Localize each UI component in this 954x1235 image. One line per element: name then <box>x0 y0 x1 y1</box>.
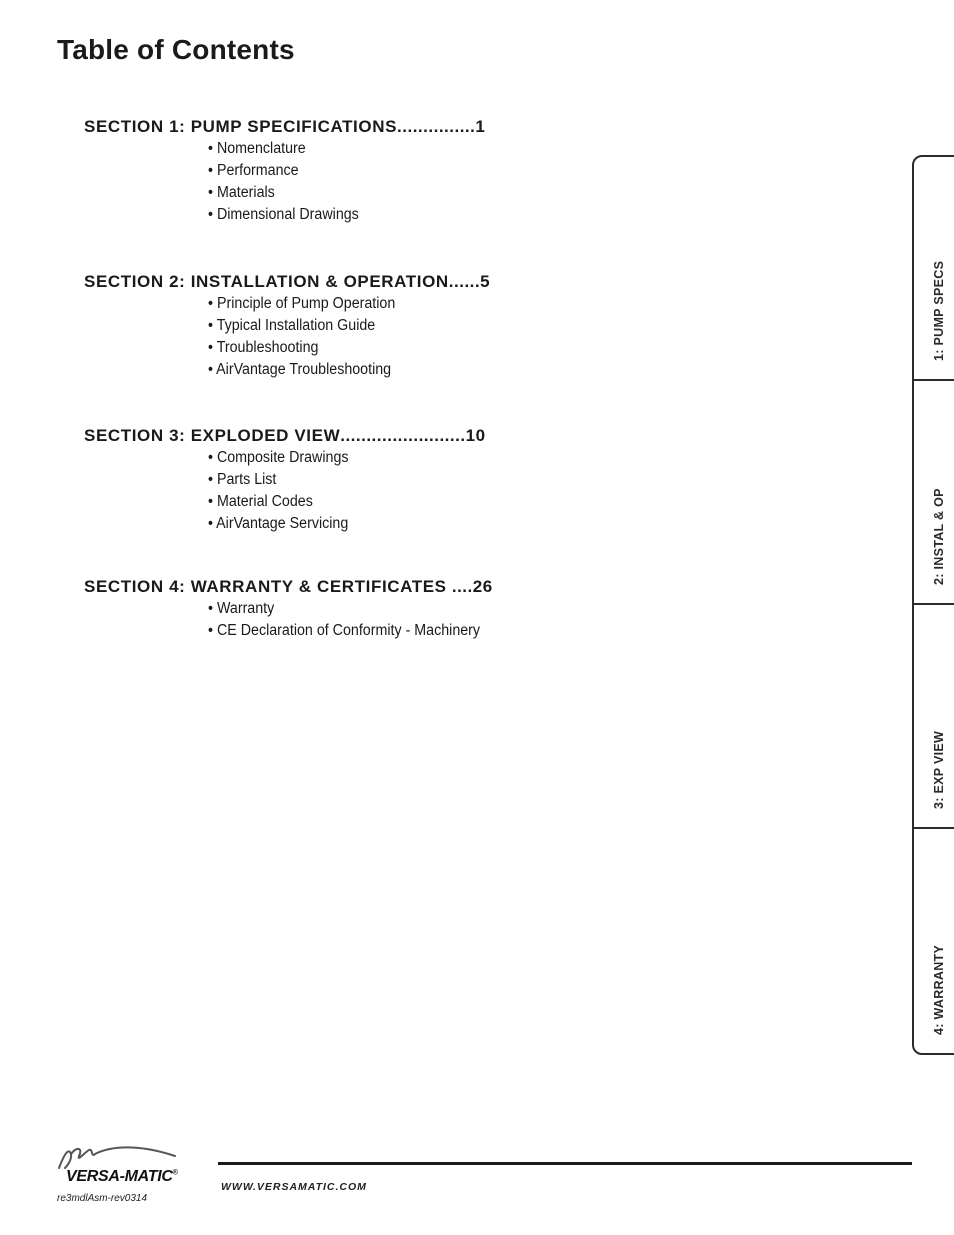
document-code: re3mdlAsm-rev0314 <box>57 1193 148 1204</box>
page-number: 26 <box>472 577 493 596</box>
list-item: • Principle of Pump Operation <box>208 295 396 312</box>
tab-label: 4: WARRANTY <box>932 944 946 1035</box>
list-item: • AirVantage Troubleshooting <box>208 361 392 378</box>
section-heading-link[interactable] <box>84 576 564 598</box>
list-item: • Dimensional Drawings <box>208 206 359 223</box>
section-items <box>84 138 584 226</box>
page-number: 10 <box>465 426 486 445</box>
tab-warranty[interactable] <box>914 829 954 1053</box>
list-item: • Nomenclature <box>208 140 306 157</box>
tab-exp-view[interactable] <box>914 605 954 829</box>
list-item: • Warranty <box>208 600 275 617</box>
logo-swoosh <box>59 1147 175 1168</box>
section-tabs <box>912 155 954 1055</box>
section-items <box>84 447 584 535</box>
toc-section-2 <box>84 271 584 381</box>
section-heading-link[interactable] <box>84 116 564 138</box>
section-items <box>84 293 584 381</box>
section-heading-text: SECTION 1: PUMP SPECIFICATIONS <box>84 117 398 136</box>
page-title: Table of Contents <box>57 34 295 65</box>
list-item: • Performance <box>208 162 299 179</box>
page-number: 1 <box>475 117 486 136</box>
list-item: • Troubleshooting <box>208 339 319 356</box>
section-heading-link[interactable] <box>84 271 564 293</box>
list-item: • Typical Installation Guide <box>208 317 376 334</box>
toc-section-4 <box>84 576 584 642</box>
tab-instal-op[interactable] <box>914 381 954 605</box>
logo-wordmark: VERSA-MATIC® <box>66 1168 178 1185</box>
tab-label: 3: EXP VIEW <box>932 730 946 809</box>
leader-dots: .... <box>446 577 473 596</box>
section-heading-text: SECTION 4: WARRANTY & CERTIFICATES <box>84 577 447 596</box>
tab-label: 2: INSTAL & OP <box>932 488 946 585</box>
footer-divider <box>218 1162 912 1165</box>
list-item: • Composite Drawings <box>208 449 349 466</box>
section-heading-text: SECTION 3: EXPLODED VIEW <box>84 426 341 445</box>
section-heading-text: SECTION 2: INSTALLATION & OPERATION <box>84 272 449 291</box>
section-heading-link[interactable] <box>84 425 564 447</box>
toc-section-1 <box>84 116 584 226</box>
tab-label: 1: PUMP SPECS <box>932 260 946 361</box>
section-items <box>84 598 584 642</box>
toc-section-3 <box>84 425 584 535</box>
website-link[interactable]: WWW.VERSAMATIC.COM <box>221 1181 367 1193</box>
leader-dots: ........................ <box>340 426 466 445</box>
tab-pump-specs[interactable] <box>914 157 954 381</box>
list-item: • Materials <box>208 184 275 201</box>
leader-dots: ...... <box>448 272 481 291</box>
list-item: • Parts List <box>208 471 277 488</box>
page-number: 5 <box>480 272 491 291</box>
list-item: • AirVantage Servicing <box>208 515 349 532</box>
list-item: • Material Codes <box>208 493 313 510</box>
list-item: • CE Declaration of Conformity - Machinery <box>208 622 481 639</box>
leader-dots: ............... <box>397 117 476 136</box>
